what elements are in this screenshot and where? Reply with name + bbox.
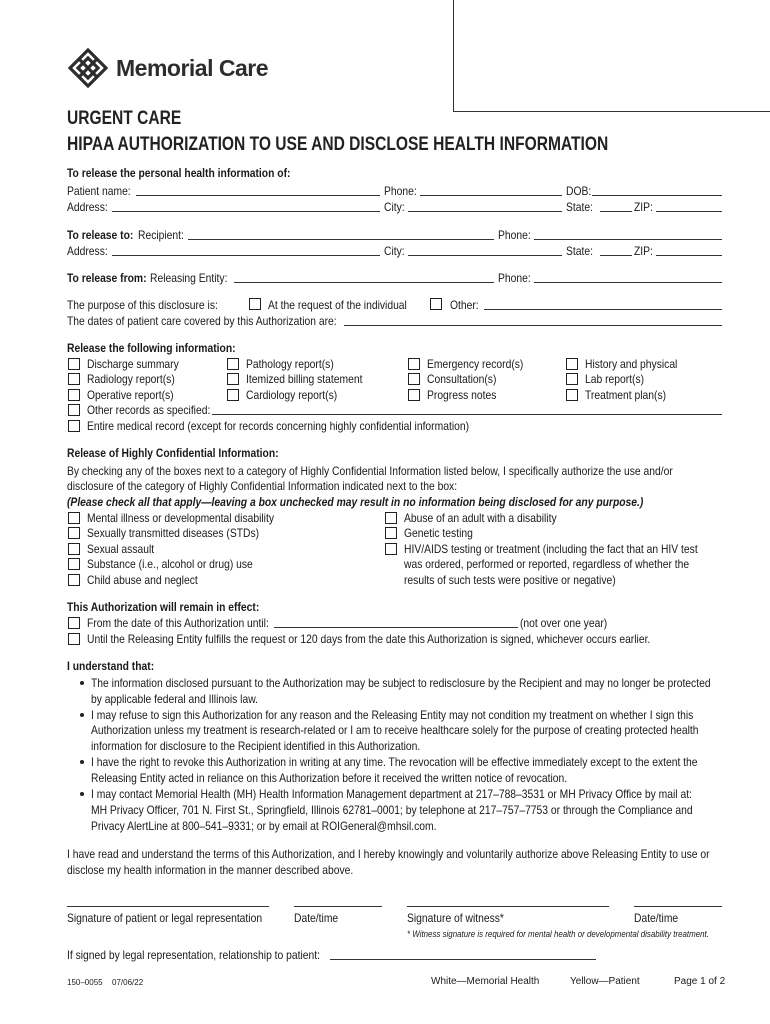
patient-signature-field[interactable] [67, 906, 269, 907]
emergency-label: Emergency record(s) [427, 357, 524, 371]
adult-abuse-label: Abuse of an adult with a disability [404, 511, 557, 525]
care-dates-field[interactable] [344, 325, 722, 326]
history-physical-checkbox[interactable] [566, 358, 578, 370]
radiology-checkbox[interactable] [68, 373, 80, 385]
purpose-request-label: At the request of the individual [268, 298, 407, 312]
pathology-checkbox[interactable] [227, 358, 239, 370]
child-abuse-label: Child abuse and neglect [87, 573, 198, 587]
effect-until-date-checkbox[interactable] [68, 617, 80, 629]
patient-address-field[interactable] [112, 211, 380, 212]
lab-report-checkbox[interactable] [566, 373, 578, 385]
confidential-para-2: disclosure of the category of Highly Confidential Information indicated next to the box: [67, 479, 458, 493]
hiv-aids-label: HIV/AIDS testing or treatment (including the fact that an HIV test [404, 542, 698, 556]
effect-until-date-suffix: (not over one year) [520, 616, 608, 630]
other-records-label: Other records as specified: [87, 403, 211, 417]
mental-illness-label: Mental illness or developmental disability [87, 511, 275, 525]
std-checkbox[interactable] [68, 527, 80, 539]
effect-fulfill-checkbox[interactable] [68, 633, 80, 645]
patient-zip-label: ZIP: [634, 200, 653, 214]
child-abuse-checkbox[interactable] [68, 574, 80, 586]
witness-note: * Witness signature is required for mental health or developmental disability treatment. [407, 929, 709, 939]
confidential-heading: Release of Highly Confidential Information: [67, 446, 279, 460]
purpose-label: The purpose of this disclosure is: [67, 298, 218, 312]
understand-b3-l2: Releasing Entity acted in reliance on this Authorization before it received the written notice of revocation. [91, 771, 568, 785]
recipient-field[interactable] [188, 239, 494, 240]
witness-signature-field[interactable] [407, 906, 609, 907]
patient-city-label: City: [384, 200, 405, 214]
form-title-line2: HIPAA AUTHORIZATION TO USE AND DISCLOSE HEALTH INFORMATION [67, 134, 609, 155]
emergency-checkbox[interactable] [408, 358, 420, 370]
cardiology-label: Cardiology report(s) [246, 388, 338, 402]
patient-name-field[interactable] [136, 195, 380, 196]
brand-name: Memorial Care [116, 55, 269, 81]
releasing-phone-label: Phone: [498, 271, 531, 285]
releasing-phone-field[interactable] [534, 282, 722, 283]
operative-label: Operative report(s) [87, 388, 174, 402]
radiology-label: Radiology report(s) [87, 372, 175, 386]
purpose-request-checkbox[interactable] [249, 298, 261, 310]
entire-record-checkbox[interactable] [68, 420, 80, 432]
dob-field[interactable] [592, 195, 722, 196]
understand-b1-l2: by applicable federal and Illinois law. [91, 692, 258, 706]
releasing-entity-label: Releasing Entity: [150, 271, 228, 285]
recipient-phone-field[interactable] [534, 239, 722, 240]
patient-city-field[interactable] [408, 211, 562, 212]
recipient-address-field[interactable] [112, 255, 380, 256]
progress-notes-label: Progress notes [427, 388, 497, 402]
sexual-assault-checkbox[interactable] [68, 543, 80, 555]
operative-checkbox[interactable] [68, 389, 80, 401]
substance-use-label: Substance (i.e., alcohol or drug) use [87, 557, 253, 571]
effect-until-date-label: From the date of this Authorization until: [87, 616, 269, 630]
itemized-billing-label: Itemized billing statement [246, 372, 363, 386]
patient-address-label: Address: [67, 200, 108, 214]
release-info-heading: Release the following information: [67, 341, 236, 355]
form-number: 150–0055 [67, 978, 103, 987]
pathology-label: Pathology report(s) [246, 357, 334, 371]
patient-state-label: State: [566, 200, 593, 214]
brand-logo [66, 46, 286, 90]
consultation-label: Consultation(s) [427, 372, 497, 386]
adult-abuse-checkbox[interactable] [385, 512, 397, 524]
releasing-entity-field[interactable] [234, 282, 494, 283]
date2-field[interactable] [634, 906, 722, 907]
effect-heading: This Authorization will remain in effect: [67, 600, 260, 614]
treatment-plan-label: Treatment plan(s) [585, 388, 667, 402]
bullet-4 [80, 792, 84, 796]
hiv-aids-cont-2: results of such tests were positive or negative) [404, 573, 616, 587]
mental-illness-checkbox[interactable] [68, 512, 80, 524]
office-use-box [453, 0, 770, 112]
recipient-zip-field[interactable] [656, 255, 722, 256]
discharge-summary-label: Discharge summary [87, 357, 179, 371]
purpose-other-field[interactable] [484, 309, 722, 310]
understand-b1-l1: The information disclosed pursuant to the Authorization may be subject to redisclosure by the Recipient and may no longer be protected [91, 676, 711, 690]
effect-until-date-field[interactable] [274, 627, 518, 628]
bullet-3 [80, 760, 84, 764]
understand-heading: I understand that: [67, 659, 155, 673]
release-to-heading: To release to: [67, 228, 134, 242]
cardiology-checkbox[interactable] [227, 389, 239, 401]
hiv-aids-cont-1: was ordered, performed or reported, regardless of whether the [404, 557, 690, 571]
entire-record-label: Entire medical record (except for records concerning highly confidential information) [87, 419, 470, 433]
memorial-care-logo-icon [66, 46, 110, 90]
treatment-plan-checkbox[interactable] [566, 389, 578, 401]
patient-phone-field[interactable] [420, 195, 562, 196]
recipient-address-label: Address: [67, 244, 108, 258]
understand-b2-l2: Authorization unless my treatment is research-related or I am to receive healthcare solely for the purpose of creating protected health [91, 723, 699, 737]
patient-signature-label: Signature of patient or legal representation [67, 911, 263, 925]
sexual-assault-label: Sexual assault [87, 542, 155, 556]
lab-report-label: Lab report(s) [585, 372, 645, 386]
recipient-state-field[interactable] [600, 255, 632, 256]
recipient-label: Recipient: [138, 228, 184, 242]
other-records-field[interactable] [212, 414, 722, 415]
understand-b2-l1: I may refuse to sign this Authorization for any reason and the Releasing Entity may not condition my treatment on whether I sign this [91, 708, 694, 722]
consent-line-1: I have read and understand the terms of this Authorization, and I hereby knowingly and voluntarily authorize above Releasing Entity to use or [67, 847, 710, 861]
patient-state-field[interactable] [600, 211, 632, 212]
understand-b4-l3: Privacy AlertLine at 800–541–9331; or by email at ROIGeneral@mhsil.com. [91, 819, 437, 833]
release-of-heading: To release the personal health information of: [67, 166, 291, 180]
discharge-summary-checkbox[interactable] [68, 358, 80, 370]
history-physical-label: History and physical [585, 357, 678, 371]
recipient-city-label: City: [384, 244, 405, 258]
hiv-aids-checkbox[interactable] [385, 543, 397, 555]
genetic-testing-checkbox[interactable] [385, 527, 397, 539]
patient-zip-field[interactable] [656, 211, 722, 212]
release-from-heading: To release from: [67, 271, 147, 285]
genetic-testing-label: Genetic testing [404, 526, 473, 540]
consent-line-2: disclose my health information in the manner described above. [67, 863, 354, 877]
std-label: Sexually transmitted diseases (STDs) [87, 526, 260, 540]
progress-notes-checkbox[interactable] [408, 389, 420, 401]
witness-signature-label: Signature of witness* [407, 911, 504, 925]
confidential-note: (Please check all that apply—leaving a box unchecked may result in no information being disclosed for any purpose.) [67, 495, 644, 509]
relationship-label: If signed by legal representation, relationship to patient: [67, 948, 321, 962]
understand-b4-l2: MH Privacy Officer, 701 N. First St., Springfield, Illinois 62781–0001; by telephone at 217–757–7753 or through the Compliance and [91, 803, 693, 817]
recipient-city-field[interactable] [408, 255, 562, 256]
relationship-field[interactable] [330, 959, 596, 960]
page-number: Page 1 of 2 [674, 976, 726, 987]
care-dates-label: The dates of patient care covered by this Authorization are: [67, 314, 337, 328]
date2-label: Date/time [634, 911, 679, 925]
bullet-2 [80, 713, 84, 717]
bullet-1 [80, 681, 84, 685]
dob-label: DOB: [566, 184, 592, 198]
footer-white-copy: White—Memorial Health [431, 976, 540, 987]
itemized-billing-checkbox[interactable] [227, 373, 239, 385]
recipient-zip-label: ZIP: [634, 244, 653, 258]
patient-name-label: Patient name: [67, 184, 131, 198]
recipient-phone-label: Phone: [498, 228, 531, 242]
date1-label: Date/time [294, 911, 339, 925]
recipient-state-label: State: [566, 244, 593, 258]
purpose-other-label: Other: [450, 298, 479, 312]
date1-field[interactable] [294, 906, 382, 907]
form-title-line1: URGENT CARE [67, 108, 182, 129]
other-records-checkbox[interactable] [68, 404, 80, 416]
understand-b4-l1: I may contact Memorial Health (MH) Health Information Management department at 217–788–3531 or MH Privacy Office by mail at: [91, 787, 692, 801]
footer-yellow-copy: Yellow—Patient [570, 976, 640, 987]
patient-phone-label: Phone: [384, 184, 417, 198]
understand-b2-l3: information for disclosure to the Recipient identified in this Authorization. [91, 739, 421, 753]
understand-b3-l1: I have the right to revoke this Authorization in writing at any time. The revocation will be effective immediately except to the extent the [91, 755, 698, 769]
purpose-other-checkbox[interactable] [430, 298, 442, 310]
consultation-checkbox[interactable] [408, 373, 420, 385]
substance-use-checkbox[interactable] [68, 558, 80, 570]
form-date: 07/06/22 [112, 978, 144, 987]
confidential-para-1: By checking any of the boxes next to a category of Highly Confidential Information listed below, I specifically authorize the use and/or [67, 464, 673, 478]
effect-fulfill-label: Until the Releasing Entity fulfills the request or 120 days from the date this Authorization is signed, whichever occurs earlier. [87, 632, 651, 646]
